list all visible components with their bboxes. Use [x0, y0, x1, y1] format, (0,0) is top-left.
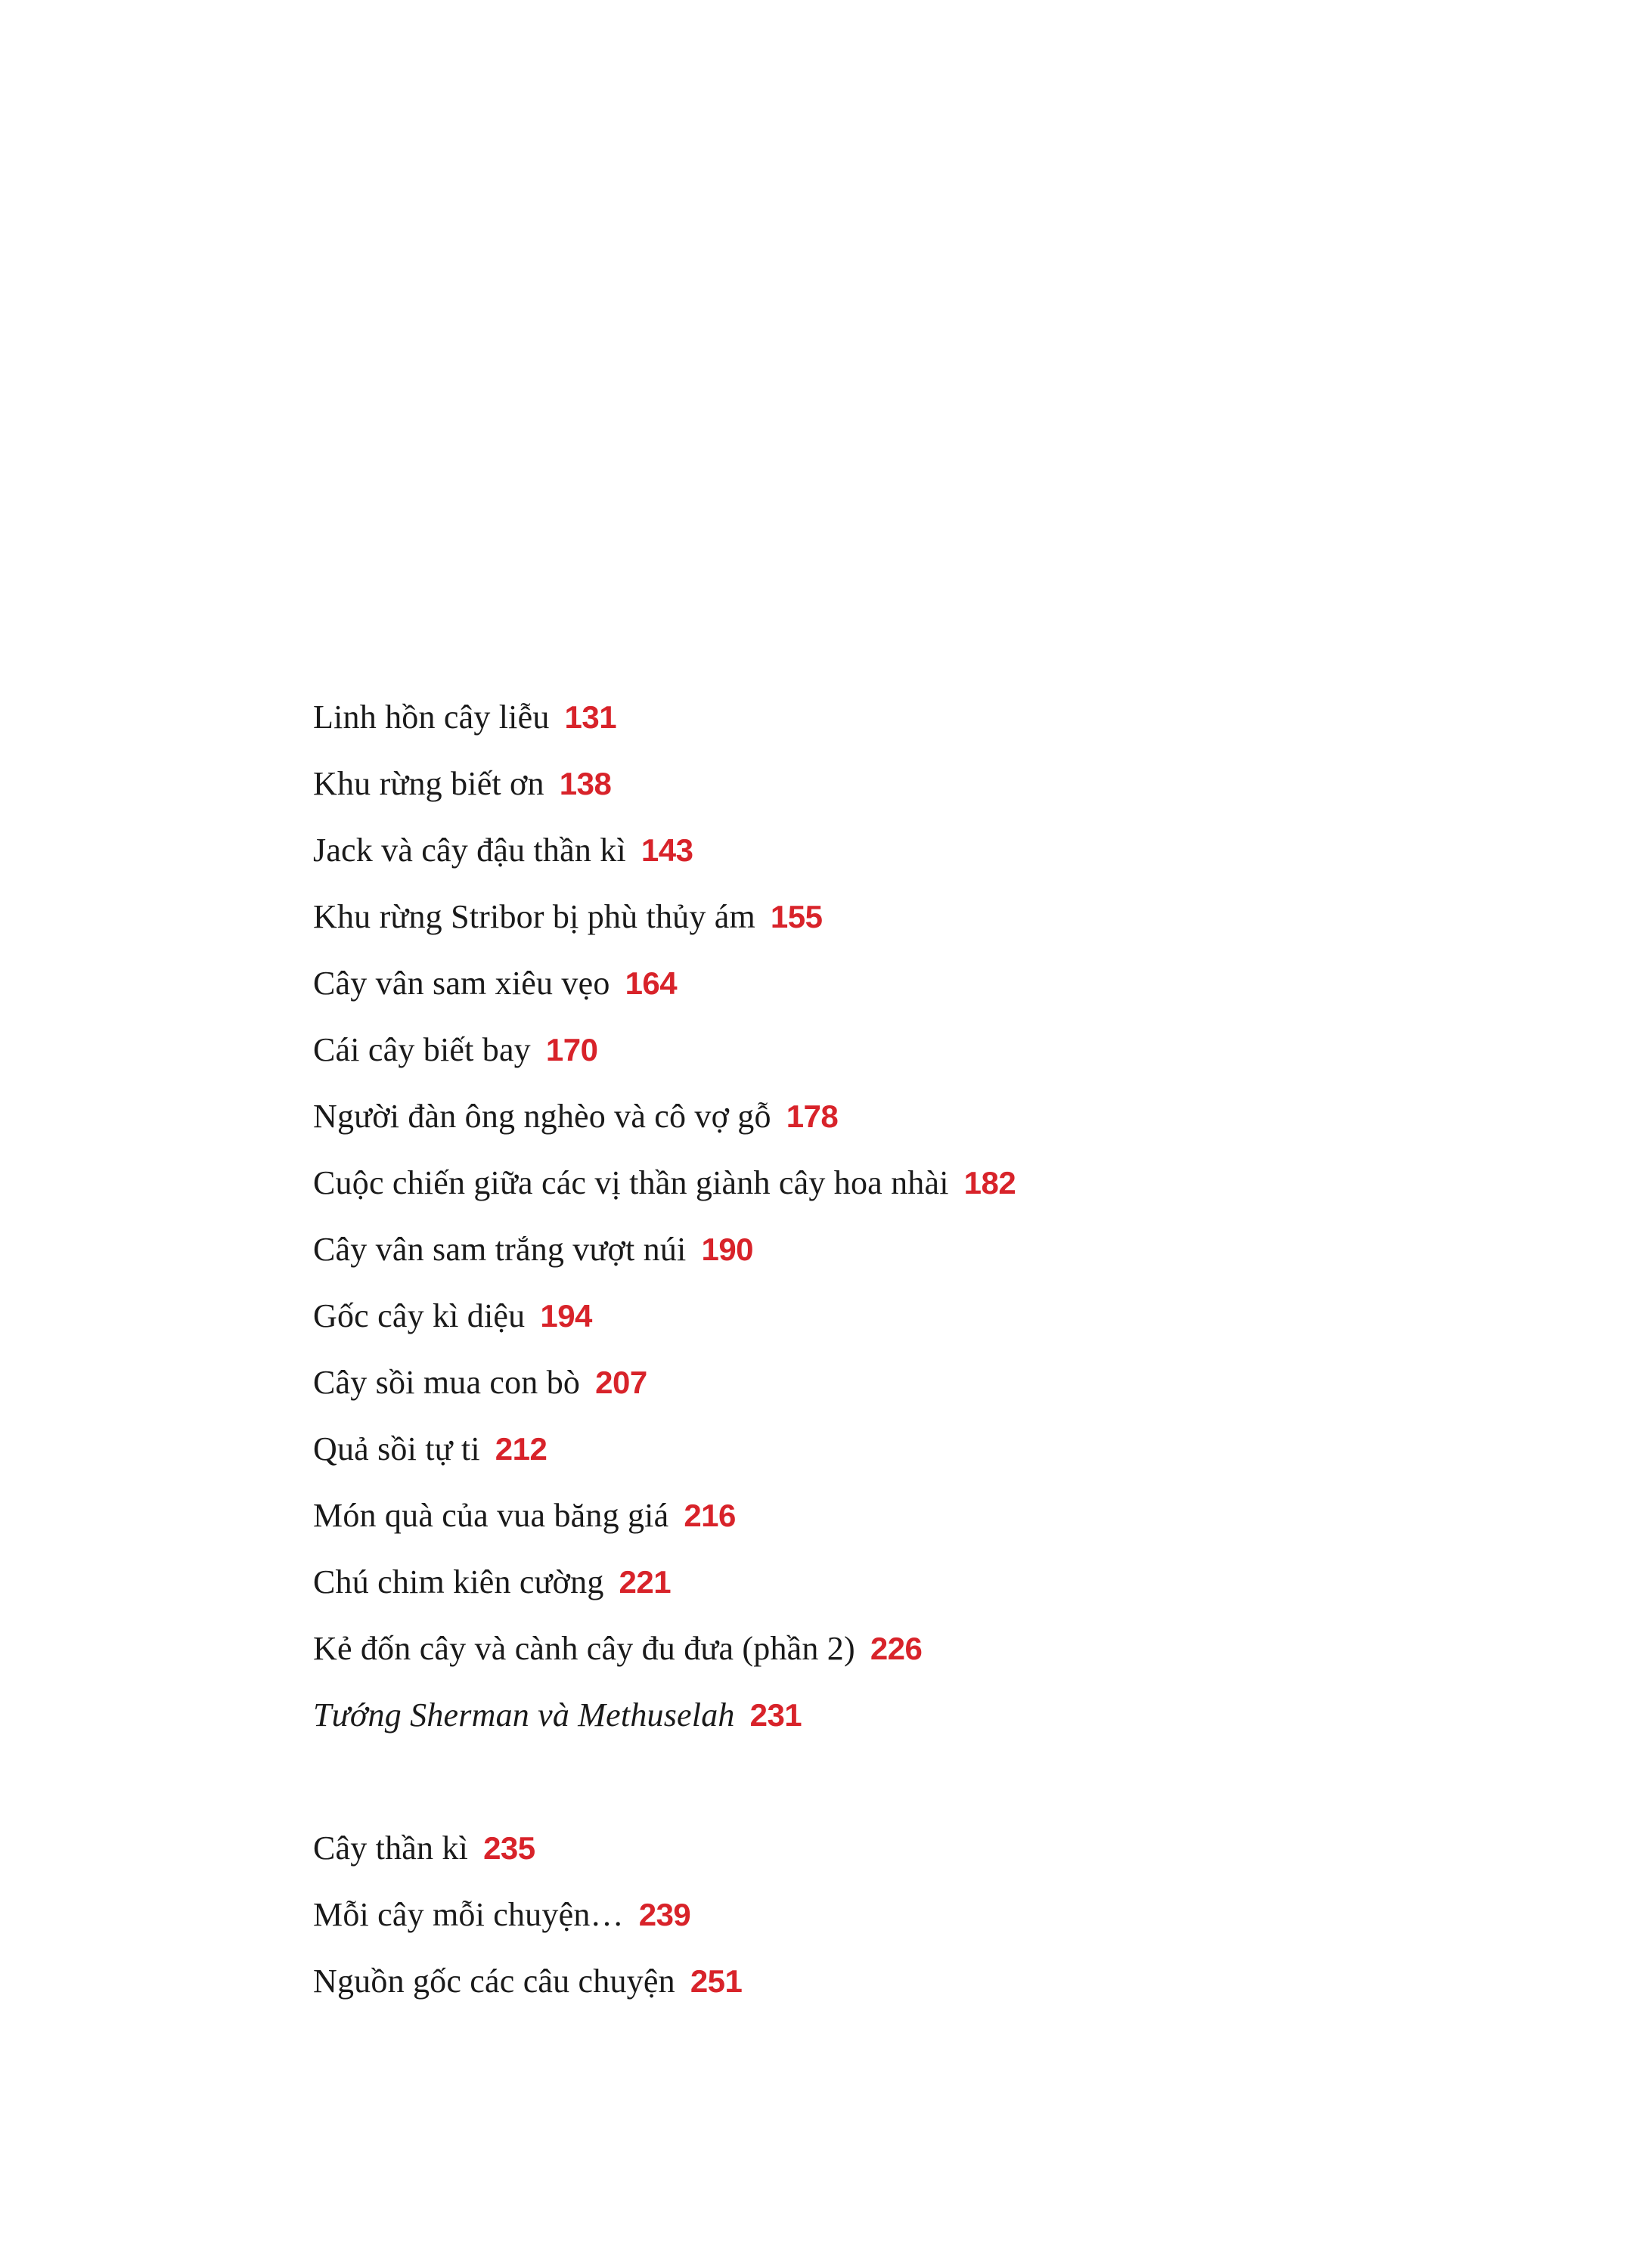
- toc-entry-page-number: 226: [870, 1631, 923, 1666]
- toc-entry[interactable]: [313, 817, 1447, 884]
- toc-entry-title: Cây vân sam xiêu vẹo: [313, 965, 610, 1002]
- toc-entry[interactable]: [313, 1017, 1447, 1083]
- toc-group-appendix: [313, 1815, 1447, 2015]
- toc-entry[interactable]: [313, 1882, 1447, 1948]
- toc-entry-title: Cây thần kì: [313, 1830, 469, 1867]
- toc-entry-title: Khu rừng biết ơn: [313, 765, 544, 802]
- toc-entry-page-number: 239: [638, 1897, 691, 1932]
- toc-entry-title: Tướng Sherman và Methuselah: [313, 1696, 735, 1734]
- toc-entry[interactable]: [313, 1549, 1447, 1616]
- toc-entry-title: Quả sồi tự ti: [313, 1430, 480, 1467]
- toc-entry[interactable]: [313, 1150, 1447, 1216]
- toc-entry-page-number: 182: [963, 1165, 1016, 1201]
- toc-entry[interactable]: [313, 1815, 1447, 1882]
- toc-entry-page-number: 155: [770, 899, 823, 934]
- toc-entry-page-number: 216: [684, 1498, 736, 1533]
- toc-entry-title: Người đàn ông nghèo và cô vợ gỗ: [313, 1098, 771, 1135]
- toc-entry-page-number: 207: [595, 1365, 647, 1400]
- toc-entry[interactable]: [313, 1948, 1447, 2015]
- toc-entry-title: Cái cây biết bay: [313, 1031, 531, 1068]
- toc-entry[interactable]: [313, 1283, 1447, 1349]
- toc-entry[interactable]: [313, 684, 1447, 751]
- toc-group-main: [313, 684, 1447, 1749]
- toc-entry-title: Cây sồi mua con bò: [313, 1364, 581, 1401]
- toc-entry-page-number: 138: [559, 766, 612, 801]
- toc-entry[interactable]: [313, 1483, 1447, 1549]
- toc-entry-title: Cây vân sam trắng vượt núi: [313, 1231, 687, 1268]
- toc-entry-page-number: 221: [619, 1564, 672, 1600]
- toc-entry-page-number: 190: [701, 1232, 754, 1267]
- toc-entry-page-number: 170: [545, 1032, 598, 1067]
- toc-entry-title: Gốc cây kì diệu: [313, 1297, 526, 1334]
- toc-entry-page-number: 143: [641, 832, 693, 868]
- toc-entry[interactable]: [313, 1349, 1447, 1416]
- toc-entry-page-number: 251: [690, 1963, 743, 1999]
- toc-entry-page-number: 231: [749, 1697, 802, 1733]
- toc-entry-page-number: 164: [625, 965, 678, 1001]
- toc-entry-title: Linh hồn cây liễu: [313, 699, 550, 736]
- toc-entry-page-number: 178: [786, 1098, 839, 1134]
- toc-entry-title: Kẻ đốn cây và cành cây đu đưa (phần 2): [313, 1630, 855, 1667]
- toc-entry-page-number: 212: [495, 1431, 547, 1467]
- toc-entry[interactable]: [313, 1416, 1447, 1483]
- toc-entry[interactable]: [313, 751, 1447, 817]
- toc-entry-title: Món quà của vua băng giá: [313, 1497, 669, 1534]
- toc-entry-title: Nguồn gốc các câu chuyện: [313, 1963, 675, 2000]
- toc-entry[interactable]: [313, 1083, 1447, 1150]
- toc-entry[interactable]: [313, 1216, 1447, 1283]
- toc-entry-title: Khu rừng Stribor bị phù thủy ám: [313, 898, 755, 935]
- toc-entry-title: Chú chim kiên cường: [313, 1563, 604, 1600]
- table-of-contents: [313, 684, 1447, 2015]
- toc-entry-title: Jack và cây đậu thần kì: [313, 832, 626, 869]
- toc-entry-page-number: 235: [483, 1830, 535, 1866]
- toc-entry[interactable]: [313, 950, 1447, 1017]
- toc-entry-title: Cuộc chiến giữa các vị thần giành cây hoa nhài: [313, 1164, 949, 1201]
- toc-entry-page-number: 131: [564, 699, 617, 735]
- toc-entry-title: Mỗi cây mỗi chuyện…: [313, 1896, 624, 1933]
- toc-entry-page-number: 194: [540, 1298, 592, 1334]
- toc-entry[interactable]: [313, 1616, 1447, 1682]
- toc-entry[interactable]: [313, 1682, 1447, 1749]
- toc-entry[interactable]: [313, 884, 1447, 950]
